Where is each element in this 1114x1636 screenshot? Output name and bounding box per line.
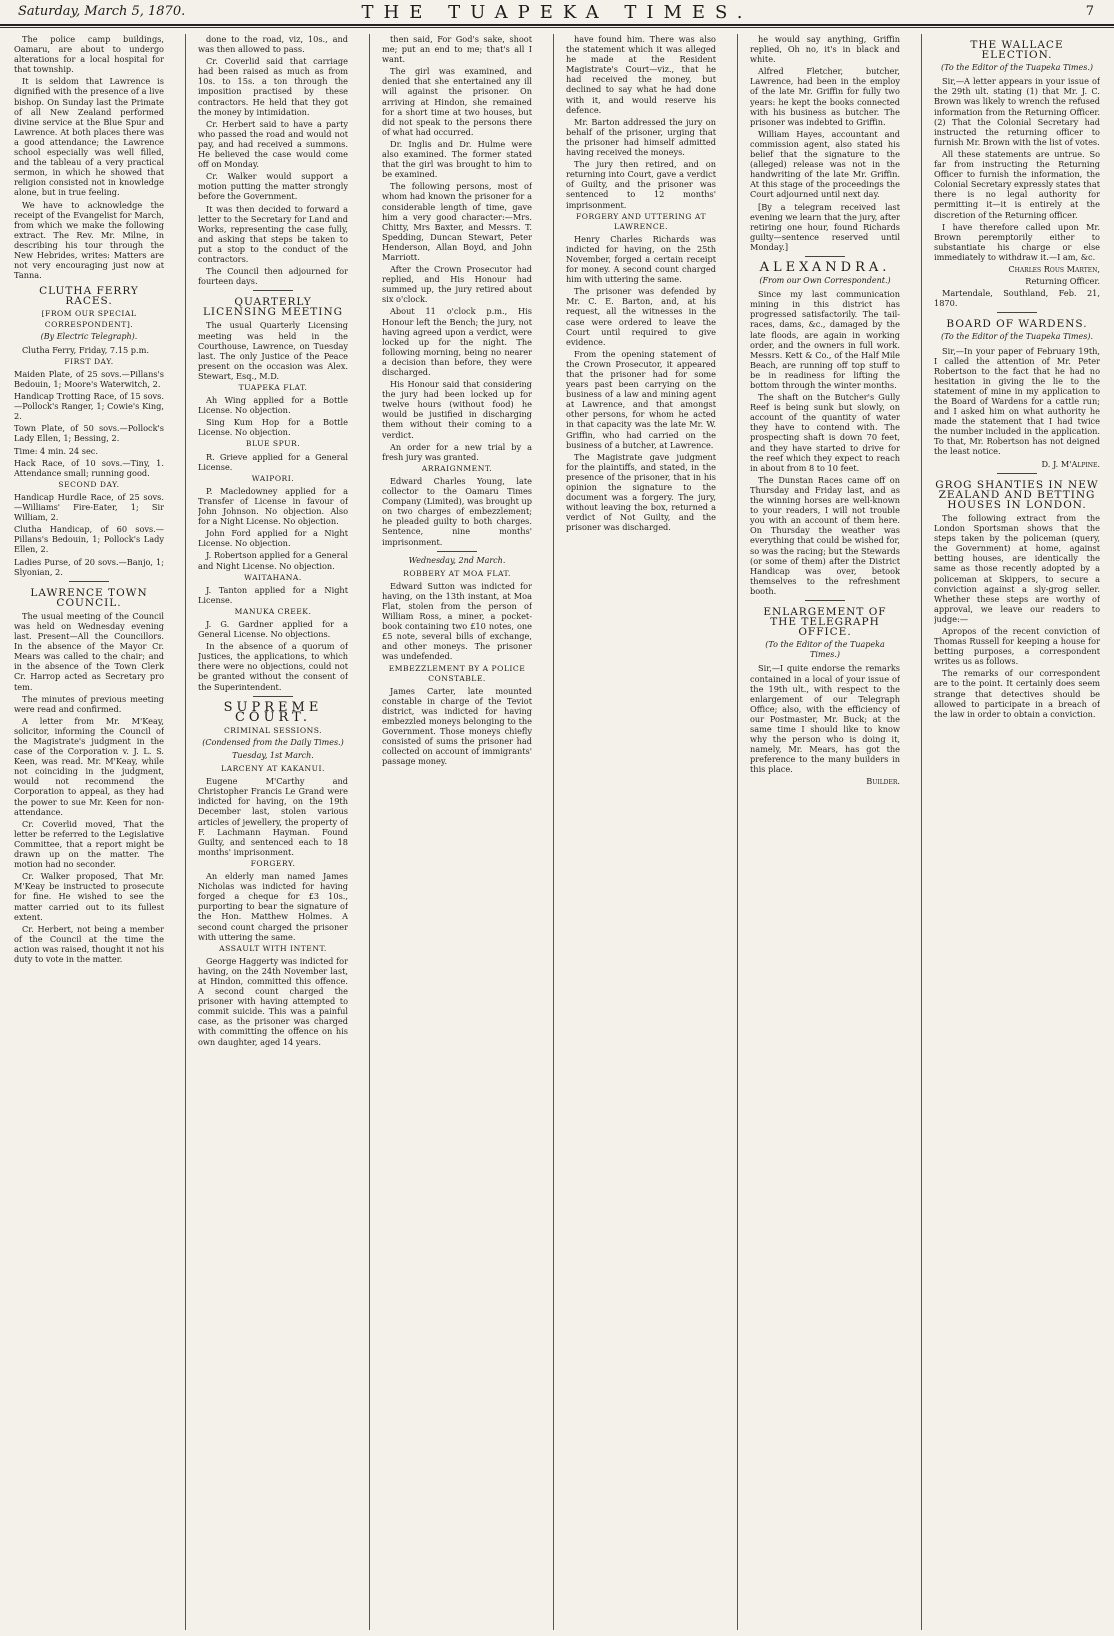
license-entry: Ah Wing applied for a Bottle License. No objection. (198, 395, 348, 416)
paragraph: Henry Charles Richards was indicted for having, on the 25th November, forged a certain receipt for money. A second count charged him with uttering the same. (566, 233, 716, 285)
article-subheading: CRIMINAL SESSIONS. (223, 725, 323, 735)
letter-signature: D. J. M'Alpine. (1041, 458, 1100, 469)
column-rule (369, 34, 370, 1630)
divider (997, 473, 1037, 474)
place-label: WAITAHANA. (244, 572, 302, 582)
divider (253, 696, 293, 697)
paragraph: James Carter, late mounted constable in charge of the Teviot district, was indicted for having embezzled moneys belonging to the Government. Those moneys chiefly consisted of sums the prisoner had collected on account of immigrants' passage money. (382, 685, 532, 767)
paragraph: The remarks of our correspondent are to the point. It certainly does seem strange that detectives should be allowed to participate in a breach of the law in order to obtain a conviction. (934, 668, 1100, 719)
column-3 (382, 34, 532, 1630)
article-heading: GROG SHANTIES IN NEW ZEALAND AND BETTING HOUSES IN LONDON. (935, 478, 1099, 511)
paragraph: A letter from Mr. M'Keay, solicitor, informing the Council of the Magistrate's judgment in the case of the Corporation v. J. L. S. Keen, was read. Mr. M'Keay, while not coinciding in the judgment, would not recommend the Corporation to appeal, as they had the power to sue Mr. Keen for non-attendance. (14, 715, 164, 817)
column-4 (566, 34, 716, 1630)
paragraph: Sir,—In your paper of February 19th, I called the attention of Mr. Peter Robertson to the fact that he had no hesitation in giving the lie to the statement of mine in my application to the Board of Wardens for a cattle run; and I asked him on what authority he made the statement that I had twice the number included in the application. To that, Mr. Robertson has not deigned the least notice. (934, 345, 1100, 457)
paragraph: We have to acknowledge the receipt of the Evangelist for March, from which we make the following extract. The Rev. Mr. Milne, in describing his tour through the New Hebrides, writes: Matters are not very encouraging just now at Tanna. (14, 199, 164, 281)
letter-signature-title: Returning Officer. (1025, 276, 1100, 287)
column-rule (185, 34, 186, 1630)
article-heading: SUPREME COURT. (223, 699, 323, 725)
column-rule (737, 34, 738, 1630)
paragraph: Cr. Herbert, not being a member of the Council at the time the action was raised, thought it not his duty to vote in the matter. (14, 923, 164, 964)
paragraph: The Dunstan Races came off on Thursday and Friday last, and as the winning horses are well-known to your readers, I will not trouble you with an account of them here. On Thursday the weather was everything that could be wished for, so was the racing; but the Stewards (or some of them) after the District Handicap was over, betook themselves to the refreshment booth. (750, 474, 900, 596)
column-rule (553, 34, 554, 1630)
dateline: Wednesday, 2nd March. (408, 555, 506, 565)
section-label: FIRST DAY. (64, 356, 114, 366)
paragraph: Cr. Walker would support a motion putting the matter strongly before the Government. (198, 171, 348, 202)
paragraph: Edward Sutton was indicted for having, on the 13th instant, at Moa Flat, stolen from the person of William Ross, a miner, a pocket-book containing two £10 notes, one £5 note, several bills of exchange, and other moneys. The prisoner was undefended. (382, 580, 532, 662)
paragraph: I have therefore called upon Mr. Brown peremptorily either to substantiate his charge or else immediately to withdraw it.—I am, &c. (934, 221, 1100, 262)
paragraph: Edward Charles Young, late collector to the Oamaru Times Company (Limited), was brought up on two charges of embezzlement; he pleaded guilty to both charges. Sentence, nine months' imprisonment. (382, 475, 532, 547)
place-label: WAIPORI. (251, 473, 295, 483)
paragraph: George Haggerty was indicted for having, on the 24th November last, at Hindon, committed this offence. A second count charged the prisoner with having attempted to commit suicide. This was a painful case, as the prisoner was charged with committing the offence on his own daughter, aged 14 years. (198, 955, 348, 1047)
letter-signature: Builder. (866, 776, 900, 787)
paragraph: It was then decided to forward a letter to the Secretary for Land and Works, representing the case fully, and asking that steps be taken to put a stop to the conduct of the contractors. (198, 203, 348, 264)
place-label: TUAPEKA FLAT. (238, 383, 308, 392)
divider (997, 312, 1037, 313)
license-entry: R. Grieve applied for a General License. (198, 451, 348, 472)
newspaper-title: THE TUAPEKA TIMES. (361, 2, 753, 23)
paragraph: His Honour said that considering the jury had been locked up for twelve hours (without food) he would be justified in discharging them without their coming to a verdict. (382, 379, 532, 440)
dateline: Tuesday, 1st March. (232, 751, 314, 760)
paragraph: he would say anything, Griffin replied, Oh no, it's in black and white. (750, 34, 900, 65)
license-entry: J. G. Gardner applied for a General License. No objections. (198, 618, 348, 640)
paragraph: [By a telegram received last evening we learn that the jury, after retiring one hour, found Richards guilty—sentence reserved until Monday.] (750, 201, 900, 252)
letter-signature: Charles Rous Marten, (1008, 263, 1100, 274)
paragraph: Cr. Herbert said to have a party who passed the road and would not pay, and had received a summons. He believed the case would come off on Monday. (198, 118, 348, 170)
paragraph: The Council then adjourned for fourteen days. (198, 266, 348, 287)
divider (805, 600, 845, 601)
column-5 (750, 34, 900, 1630)
paragraph: then said, For God's sake, shoot me; put an end to me; that's all I want. (382, 34, 532, 65)
dateline: Clutha Ferry, Friday, 7.15 p.m. (22, 344, 149, 355)
license-entry: Sing Kum Hop for a Bottle License. No objection. (198, 417, 348, 438)
case-label: FORGERY. (250, 858, 296, 868)
case-label: LARCENY AT KAKANUI. (221, 764, 325, 774)
article-source: (Condensed from the Daily Times.) (202, 737, 344, 747)
paragraph: The usual meeting of the Council was held on Wednesday evening last. Present—All the Councillors. In the absence of the Mayor Cr. Mears was called to the chair; and in the absence of the Town Clerk Cr. Harrop acted as Secretary pro tem. (14, 610, 164, 692)
paragraph: About 11 o'clock p.m., His Honour left the Bench; the jury, not having agreed upon a verdict, were locked up for the night. The following morning, being no nearer a decision than before, they were discharged. (382, 306, 532, 377)
article-source: (From our Own Correspondent.) (759, 276, 891, 286)
paragraph: done to the road, viz, 10s., and was then allowed to pass. (198, 34, 348, 55)
paragraph: All these statements are untrue. So far from instructing the Returning Officer to furnish the information, the Colonial Secretary expressly states that there is no legal authority for permitting it—it is entirely at the discretion of the Returning officer. (934, 148, 1100, 220)
race-result: Hack Race, of 10 sovs.—Tiny, 1. Attendance small; running good. (14, 457, 164, 478)
paragraph: The girl was examined, and denied that she entertained any ill will against the prisoner. On arriving at Hindon, she remained for a short time at two houses, but did not speak to the persons there of what had occurred. (382, 66, 532, 137)
race-result: Clutha Handicap, of 60 sovs.—Pillans's Bedouin, 1; Pollock's Lady Ellen, 2. (14, 524, 164, 555)
paragraph: Since my last communication mining in this district has progressed satisfactorily. The tail-races, dams, &c., damaged by the late floods, are again in working order, and the owners in full work. Messrs. Kett & Co., of the Half Mile Beach, are running off top stuff to be in readiness for lifting the bottom through the winter months. (750, 289, 900, 390)
race-result: Ladies Purse, of 20 sovs.—Banjo, 1; Slyonian, 2. (14, 556, 164, 577)
page-number: 7 (1085, 4, 1094, 19)
article-source: (By Electric Telegraph). (40, 331, 138, 341)
divider (253, 290, 293, 291)
paragraph: The following persons, most of whom had known the prisoner for a considerable length of time, gave him a very good character:—Mrs. Chitty, Mrs Baxter, and Messrs. T. Spedding, Duncan Stewart, Peter Henderson, Allan Boyd, and John Marriott. (382, 181, 532, 262)
paragraph: William Hayes, accountant and commission agent, also stated his belief that the signature to the (alleged) release was not in the handwriting of the late Mr. Griffin. At this stage of the proceedings the Court adjourned until next day. (750, 128, 900, 200)
paragraph: Eugene M'Carthy and Christopher Francis Le Grand were indicted for having, on the 19th December last, stolen various articles of jewellery, the property of F. Lachmann Hayman. Found Guilty, and sentenced each to 18 months' imprisonment. (198, 776, 348, 857)
masthead-rule (0, 27, 1114, 28)
paragraph: The prisoner was defended by Mr. C. E. Barton, and, at his request, all the witnesses in the case were ordered to leave the Court until required to give evidence. (566, 286, 716, 347)
paragraph: Mr. Barton addressed the jury on behalf of the prisoner, urging that the prisoner had himself admitted having received the moneys. (566, 116, 716, 158)
paragraph: After the Crown Prosecutor had replied, and His Honour had summed up, the jury retired about six o'clock. (382, 264, 532, 305)
license-entry: J. Tanton applied for a Night License. (198, 584, 348, 605)
article-source: (To the Editor of the Tuapeka Times.) (765, 640, 885, 660)
paragraph: The minutes of previous meeting were read and confirmed. (14, 693, 164, 714)
paragraph: Cr. Coverlid said that carriage had been raised as much as from 10s. to 15s. a ton through the imposition practised by these contractors. He held that they got the money by intimidation. (198, 56, 348, 117)
article-source: (To the Editor of the Tuapeka Times). (941, 332, 1093, 342)
article-heading: BOARD OF WARDENS. (946, 318, 1088, 331)
paragraph: From the opening statement of the Crown Prosecutor, it appeared that the prisoner had for some years past been carrying on the business of a law and mining agent at Lawrence, and that amongst other persons, for whom he acted in that capacity was the late Mr. W. Griffin, who had carried on the business of a butcher, at Lawrence. (566, 348, 716, 450)
paragraph: Alfred Fletcher, butcher, Lawrence, had been in the employ of the late Mr. Griffin for fully two years: he kept the books connected with his business as butcher. The prisoner was indebted to Griffin. (750, 66, 900, 127)
paragraph: It is seldom that Lawrence is dignified with the presence of a live bishop. On Sunday last the Primate of all New Zealand performed divine service at the Blue Spur and Lawrence. At both places there was a good attendance; the Lawrence school especially was well filled, and the tableau of a very practical sermon, in which he showed that religion consisted not in knowledge alone, but in true feeling. (14, 76, 164, 198)
article-subheading: [FROM OUR SPECIAL CORRESPONDENT]. (41, 309, 137, 329)
paragraph: The police camp buildings, Oamaru, are about to undergo alterations for a local hospital for that township. (14, 34, 164, 75)
article-heading: CLUTHA FERRY RACES. (39, 285, 139, 308)
paragraph: have found him. There was also the statement which it was alleged he made at the Resident Magistrate's Court—viz., that he had received the money, but declined to say what he had done with it, and would reserve his defence. (566, 34, 716, 115)
article-heading: THE WALLACE ELECTION. (970, 39, 1064, 62)
paragraph: Sir,—I quite endorse the remarks contained in a local of your issue of the 19th ult., with respect to the enlargement of our Telegraph Office; also, with the efficiency of our Postmaster, Mr. Buck; at the same time I should like to know why the person who is doing it, namely, Mr. Mears, has got the preference to the many builders in this place. (750, 663, 900, 775)
paragraph: The Magistrate gave judgment for the plaintiffs, and stated, in the presence of the prisoner, that in his opinion the signature to the document was a forgery. The jury, without leaving the box, returned a verdict of Not Guilty, and the prisoner was discharged. (566, 451, 716, 533)
race-result: Town Plate, of 50 sovs.—Pollock's Lady Ellen, 1; Bessing, 2. (14, 423, 164, 444)
paragraph: Cr. Coverlid moved, That the letter be referred to the Legislative Committee, that a report might be drawn up on the matter. The motion had no seconder. (14, 818, 164, 870)
paragraph: The shaft on the Butcher's Gully Reef is being sunk but slowly, on account of the quantity of water they have to contend with. The prospecting shaft is down 70 feet, and they have started to drive for the reef which they expect to reach in about from 8 to 10 feet. (750, 392, 900, 473)
section-label: SECOND DAY. (58, 479, 120, 489)
paragraph: An order for a new trial by a fresh jury was granted. (382, 441, 532, 462)
divider (69, 581, 109, 582)
license-entry: John Ford applied for a Night License. No objection. (198, 528, 348, 549)
paragraph: The following extract from the London Sportsman shows that the steps taken by the policeman (query, the Government) at home, against betting houses, are identically the same as those recently adopted by a policeman at Skippers, to secure a conviction against a sly-grog seller. Whether these steps are worthy of approval, we leave our readers to judge:— (934, 512, 1100, 624)
article-heading: ALEXANDRA. (759, 259, 891, 275)
divider (437, 551, 477, 552)
paragraph: The jury then retired, and on returning into Court, gave a verdict of Guilty, and the prisoner was sentenced to 12 months' imprisonment. (566, 159, 716, 210)
license-entry: In the absence of a quorum of Justices, the applications, to which there were no objections, could not be granted without the consent of the Superintendent. (198, 641, 348, 692)
paragraph: An elderly man named James Nicholas was indicted for having forged a cheque for £3 10s., purporting to bear the signature of the Hon. Matthew Holmes. A second count charged the prisoner with uttering the same. (198, 871, 348, 942)
place-label: BLUE SPUR. (245, 439, 301, 449)
case-label: ROBBERY AT MOA FLAT. (403, 568, 511, 578)
race-result: Time: 4 min. 24 sec. (14, 445, 98, 456)
paragraph: Dr. Inglis and Dr. Hulme were also examined. The former stated that the girl was brought to him to be examined. (382, 138, 532, 180)
case-label: ARRAIGNMENT. (421, 463, 493, 473)
case-label: EMBEZZLEMENT BY A POLICE CONSTABLE. (388, 663, 526, 683)
column-1 (14, 34, 164, 1630)
article-heading: QUARTERLY LICENSING MEETING (202, 296, 344, 319)
race-result: Maiden Plate, of 25 sovs.—Pillans's Bedouin, 1; Moore's Waterwitch, 2. (14, 368, 164, 389)
license-entry: J. Robertson applied for a General and Night License. No objection. (198, 550, 348, 571)
masthead (0, 0, 1114, 26)
paragraph: Cr. Walker proposed, That Mr. M'Keay be instructed to prosecute for fine. He wished to see the matter carried out to its fullest extent. (14, 871, 164, 922)
article-source: (To the Editor of the Tuapeka Times.) (941, 63, 1093, 73)
race-result: Handicap Trotting Race, of 15 sovs.—Pollock's Ranger, 1; Cowie's King, 2. (14, 391, 164, 422)
article-heading: ENLARGEMENT OF THE TELEGRAPH OFFICE. (763, 605, 887, 639)
column-2 (198, 34, 348, 1630)
paragraph: The usual Quarterly Licensing meeting was held in the Courthouse, Lawrence, on Tuesday last. The only Justice of the Peace present on the occasion was Alex. Stewart, Esq., M.D. (198, 320, 348, 381)
paragraph: Apropos of the recent conviction of Thomas Russell for keeping a house for betting purposes, a correspondent writes us as follows. (934, 625, 1100, 667)
case-label: ASSAULT WITH INTENT. (219, 943, 327, 953)
column-6 (934, 34, 1100, 1630)
letter-place: Martendale, Southland, Feb. 21, 1870. (934, 288, 1100, 309)
license-entry: P. Macledowney applied for a Transfer of License in favour of John Johnson. No objection. Also for a Night License. No objection. (198, 485, 348, 527)
race-result: Handicap Hurdle Race, of 25 sovs.—Williams' Fire-Eater, 1; Sir William, 2. (14, 491, 164, 523)
divider (805, 256, 845, 257)
case-label: FORGERY AND UTTERING AT LAWRENCE. (575, 211, 707, 231)
place-label: MANUKA CREEK. (234, 606, 312, 616)
paragraph: Sir,—A letter appears in your issue of the 29th ult. stating (1) that Mr. J. C. Brown was likely to wrench the refused information from the Returning Officer. (2) That the Colonial Secretary had instructed the returning officer to furnish Mr. Brown with the list of votes. (934, 76, 1100, 147)
column-rule (921, 34, 922, 1630)
article-heading: LAWRENCE TOWN COUNCIL. (30, 586, 148, 609)
issue-date: Saturday, March 5, 1870. (18, 4, 186, 19)
